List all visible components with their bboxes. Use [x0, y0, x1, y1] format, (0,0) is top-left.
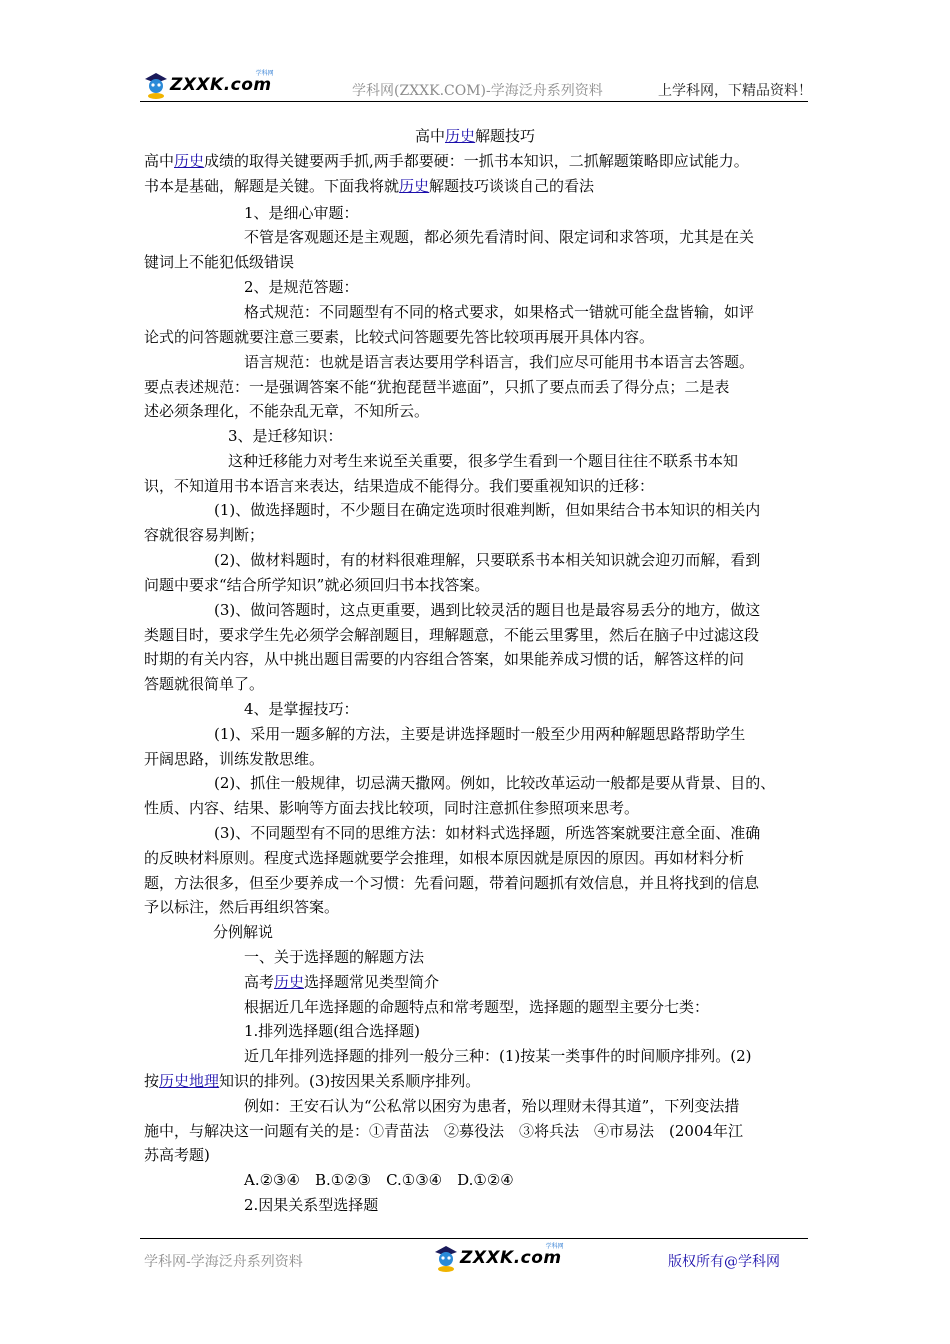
- mascot-icon: [432, 1243, 460, 1273]
- section-heading: 分例解说: [213, 923, 274, 941]
- paragraph-line: 苏高考题): [144, 1146, 210, 1164]
- paragraph-line: 要点表述规范：一是强调答案不能“犹抱琵琶半遮面”，只抓了要点而丢了得分点；二是表: [144, 378, 730, 396]
- link-history[interactable]: 历史: [399, 177, 430, 195]
- section-heading: 2、是规范答题：: [244, 278, 359, 296]
- section-heading: 一、关于选择题的解题方法: [244, 948, 425, 966]
- footer-left-text: 学科网-学海泛舟系列资料: [144, 1254, 303, 1270]
- logo-wordmark: ZXXK.com: [460, 1248, 562, 1268]
- paragraph-line: 根据近几年选择题的命题特点和常考题型，选择题的题型主要分七类：: [244, 998, 710, 1016]
- paragraph-line: (2)、抓住一般规律，切忌满天撒网。例如，比较改革运动一般都是要从背景、目的、: [214, 774, 776, 792]
- text-fragment: 成绩的取得关键要两手抓,两手都要硬：一抓书本知识，二抓解题策略即应试能力。: [204, 152, 749, 170]
- text-fragment: 知识的排列。(3)按因果关系顺序排列。: [219, 1072, 481, 1090]
- paragraph-line: 施中，与解决这一问题有关的是：①青苗法 ②募役法 ③将兵法 ④市易法 (2004年江: [144, 1122, 744, 1140]
- link-history[interactable]: 历史: [274, 973, 305, 991]
- paragraph-line: [144, 1071, 480, 1091]
- paragraph-line: (1)、做选择题时，不少题目在确定选项时很难判断，但如果结合书本知识的相关内: [214, 501, 761, 519]
- paragraph-line: 例如：王安石认为“公私常以困穷为患者，殆以理财未得其道”，下列变法措: [244, 1097, 740, 1115]
- paragraph-line: 识，不知道用书本语言来表达，结果造成不能得分。我们要重视知识的迁移：: [144, 477, 655, 495]
- header-center-text: 学科网(ZXXK.COM)-学海泛舟系列资料: [352, 83, 603, 99]
- link-history[interactable]: 历史: [174, 152, 205, 170]
- paragraph-line: 键词上不能犯低级错误: [144, 253, 295, 271]
- footer-copyright[interactable]: 版权所有@学科网: [668, 1254, 780, 1270]
- footer-divider: [140, 1238, 808, 1239]
- paragraph-line: 格式规范：不同题型有不同的格式要求，如果格式一错就可能全盘皆输，如评: [244, 303, 755, 321]
- paragraph-line: 语言规范：也就是语言表达要用学科语言，我们应尽可能用书本语言去答题。: [244, 353, 755, 371]
- paragraph-line: [144, 176, 594, 196]
- paragraph-line: (3)、不同题型有不同的思维方法：如材料式选择题，所选答案就要注意全面、准确: [214, 824, 761, 842]
- header-divider: [140, 101, 808, 102]
- paragraph-line: 题，方法很多，但至少要养成一个习惯：先看问题，带着问题抓有效信息，并且将找到的信息: [144, 874, 760, 892]
- paragraph-line: 述必须条理化，不能杂乱无章，不知所云。: [144, 402, 430, 420]
- text-fragment: 选择题常见类型简介: [304, 973, 440, 991]
- paragraph-line: [144, 151, 749, 171]
- section-heading: 4、是掌握技巧：: [244, 700, 359, 718]
- title-prefix: 高中: [414, 127, 445, 145]
- link-history-geography[interactable]: 历史地理: [159, 1072, 220, 1090]
- logo-tagline: 学科网: [545, 1243, 564, 1250]
- paragraph-line: 问题中要求“结合所学知识”就必须回归书本找答案。: [144, 576, 490, 594]
- document-title: [0, 125, 950, 146]
- paragraph-line: 时期的有关内容，从中挑出题目需要的内容组合答案，如果能养成习惯的话，解答这样的问: [144, 650, 745, 668]
- section-heading: 1.排列选择题(组合选择题): [244, 1022, 421, 1040]
- text-fragment: 高考: [244, 973, 275, 991]
- paragraph-line: 答题就很简单了。: [144, 675, 265, 693]
- title-link-history[interactable]: 历史: [444, 127, 475, 145]
- title-suffix: 解题技巧: [475, 127, 536, 145]
- paragraph-line: 论式的问答题就要注意三要素，比较式问答题要先答比较项再展开具体内容。: [144, 328, 655, 346]
- paragraph-line: 这种迁移能力对考生来说至关重要，很多学生看到一个题目往往不联系书本知: [228, 452, 739, 470]
- paragraph-line: 不管是客观题还是主观题，都必须先看清时间、限定词和求答项，尤其是在关: [244, 228, 755, 246]
- logo-wordmark: ZXXK.com: [170, 75, 272, 95]
- paragraph-line: 类题目时，要求学生先必须学会解剖题目，理解题意，不能云里雾里，然后在脑子中过滤这段: [144, 626, 760, 644]
- text-fragment: 书本是基础，解题是关键。下面我将就: [144, 177, 400, 195]
- header-right-text: 上学科网，下精品资料！: [658, 83, 812, 99]
- paragraph-line: (1)、采用一题多解的方法，主要是讲选择题时一般至少用两种解题思路帮助学生: [214, 725, 746, 743]
- paragraph-line: (3)、做问答题时，这点更重要，遇到比较灵活的题目也是最容易丢分的地方，做这: [214, 601, 761, 619]
- mascot-icon: [142, 70, 170, 100]
- paragraph-line: (2)、做材料题时，有的材料很难理解，只要联系书本相关知识就会迎刃而解，看到: [214, 551, 761, 569]
- footer-logo[interactable]: [432, 1243, 562, 1273]
- paragraph-line: [244, 972, 439, 992]
- paragraph-line: 近几年排列选择题的排列一般分三种：(1)按某一类事件的时间顺序排列。(2): [244, 1047, 752, 1065]
- text-fragment: 高中: [144, 152, 175, 170]
- paragraph-line: 性质、内容、结果、影响等方面去找比较项，同时注意抓住参照项来思考。: [144, 799, 640, 817]
- section-heading: 3、是迁移知识：: [228, 427, 343, 445]
- paragraph-line: 的反映材料原则。程度式选择题就要学会推理，如根本原因就是原因的原因。再如材料分析: [144, 849, 745, 867]
- paragraph-line: 开阔思路，训练发散思维。: [144, 750, 325, 768]
- logo-tagline: 学科网: [255, 70, 274, 77]
- paragraph-line: 容就很容易判断；: [144, 526, 265, 544]
- section-heading: 1、是细心审题：: [244, 204, 359, 222]
- section-heading: 2.因果关系型选择题: [244, 1196, 379, 1214]
- text-fragment: 解题技巧谈谈自己的看法: [429, 177, 595, 195]
- text-fragment: 按: [144, 1072, 160, 1090]
- paragraph-line: 予以标注，然后再组织答案。: [144, 898, 340, 916]
- site-logo[interactable]: [142, 70, 272, 100]
- answer-options: A.②③④ B.①②③ C.①③④ D.①②④: [244, 1171, 514, 1189]
